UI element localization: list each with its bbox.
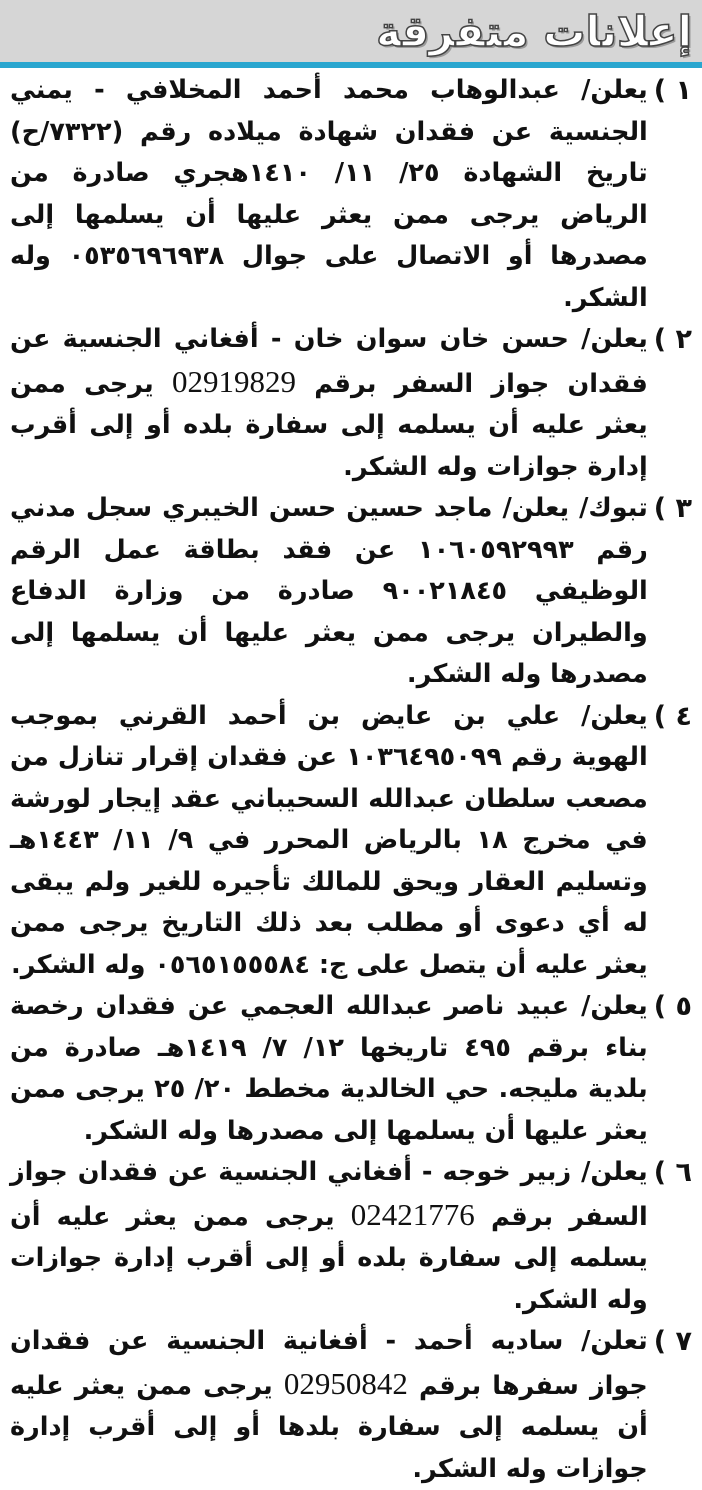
notice-item-3 xyxy=(10,488,692,696)
notice-text-before: تعلن/ ساديه أحمد - أفغانية الجنسية عن فقدان جواز سفرها برقم xyxy=(10,1326,648,1401)
notice-number: ١ ) xyxy=(653,75,692,106)
passport-number: 02950842 xyxy=(283,1365,408,1401)
notice-text xyxy=(10,1321,648,1490)
notice-text xyxy=(10,1152,648,1321)
notice-text-after: يرجى ممن يعثر عليه أن يسلمه إلى سفارة بلده أو إلى أقرب إدارة جوازات وله الشكر. xyxy=(10,368,648,482)
notice-text-before: يعلن/ حسن خان سوان خان - أفغاني الجنسية عن فقدان جواز السفر برقم xyxy=(10,324,648,399)
notice-text: تبوك/ يعلن/ ماجد حسين حسن الخيبري سجل مدني رقم ١٠٦٠٥٩٢٩٩٣ عن فقد بطاقة عمل الرقم الوظيفي ٩٠٠٢١٨٤٥ صادرة من وزارة الدفاع والطيران يرجى ممن يعثر عليها أن يسلمها إلى مصدرها وله الشكر. xyxy=(10,493,648,689)
notice-number: ٤ ) xyxy=(653,700,692,732)
notice-text: يعلن/ عبدالوهاب محمد أحمد المخلافي - يمني الجنسية عن فقدان شهادة ميلاده رقم (٧٣٢٢/ح) تاريخ الشهادة ٢٥/ ١١/ ١٤١٠هجري صادرة من الرياض يرجى ممن يعثر عليها أن يسلمها إلى مصدرها أو الاتصال على جوال ٠٥٣٥٦٩٦٩٣٨ وله الشكر. xyxy=(10,75,648,313)
notice-text: يعلن/ عبيد ناصر عبدالله العجمي عن فقدان رخصة بناء برقم ٤٩٥ تاريخها ١٢/ ٧/ ١٤١٩هـ صادرة من بلدية مليجه. حي الخالدية مخطط ٢٠/ ٢٥ يرجى ممن يعثر عليها أن يسلمها إلى مصدرها وله الشكر. xyxy=(10,991,648,1146)
passport-number: 02919829 xyxy=(172,363,296,399)
notice-item-6 xyxy=(10,1152,692,1321)
notices-list xyxy=(0,68,702,1490)
notice-number: ٢ ) xyxy=(653,324,692,355)
notice-text-before: يعلن/ زبير خوجه - أفغاني الجنسية عن فقدان جواز السفر برقم xyxy=(10,1157,648,1232)
section-header xyxy=(0,0,702,62)
notice-number: ٦ ) xyxy=(653,1157,692,1188)
notice-text: يعلن/ علي بن عايض بن أحمد القرني بموجب الهوية رقم ١٠٣٦٤٩٥٠٩٩ عن فقدان إقرار تنازل من مصعب سلطان عبدالله السحيباني عقد إيجار لورشة في مخرج ١٨ بالرياض المحرر في ٩/ ١١/ ١٤٤٣هـ وتسليم العقار ويحق للمالك تأجيره للغير ولم يبقى له أي دعوى أو مطلب بعد ذلك التاريخ يرجى ممن يعثر عليه أن يتصل على ج: ٠٥٦٥١٥٥٥٨٤ وله الشكر. xyxy=(10,700,648,980)
notice-item-7 xyxy=(10,1321,692,1490)
notice-number: ٥ ) xyxy=(653,991,692,1022)
notice-text-after: يرجى ممن يعثر عليه أن يسلمه إلى سفارة بلده أو إلى أقرب إدارة جوازات وله الشكر. xyxy=(10,1201,648,1315)
notice-number: ٧ ) xyxy=(653,1326,692,1357)
notice-item-2 xyxy=(10,319,692,488)
notice-text xyxy=(10,319,648,488)
notice-number: ٣ ) xyxy=(653,493,692,524)
passport-number: 02421776 xyxy=(350,1196,475,1232)
section-title: إعلانات متفرقة xyxy=(376,7,692,56)
notice-item-4 xyxy=(10,696,692,987)
notice-item-1 xyxy=(10,70,692,319)
notice-item-5 xyxy=(10,986,692,1152)
notice-text-after: يرجى ممن يعثر عليه أن يسلمه إلى سفارة بلدها أو إلى أقرب إدارة جوازات وله الشكر. xyxy=(10,1370,648,1484)
